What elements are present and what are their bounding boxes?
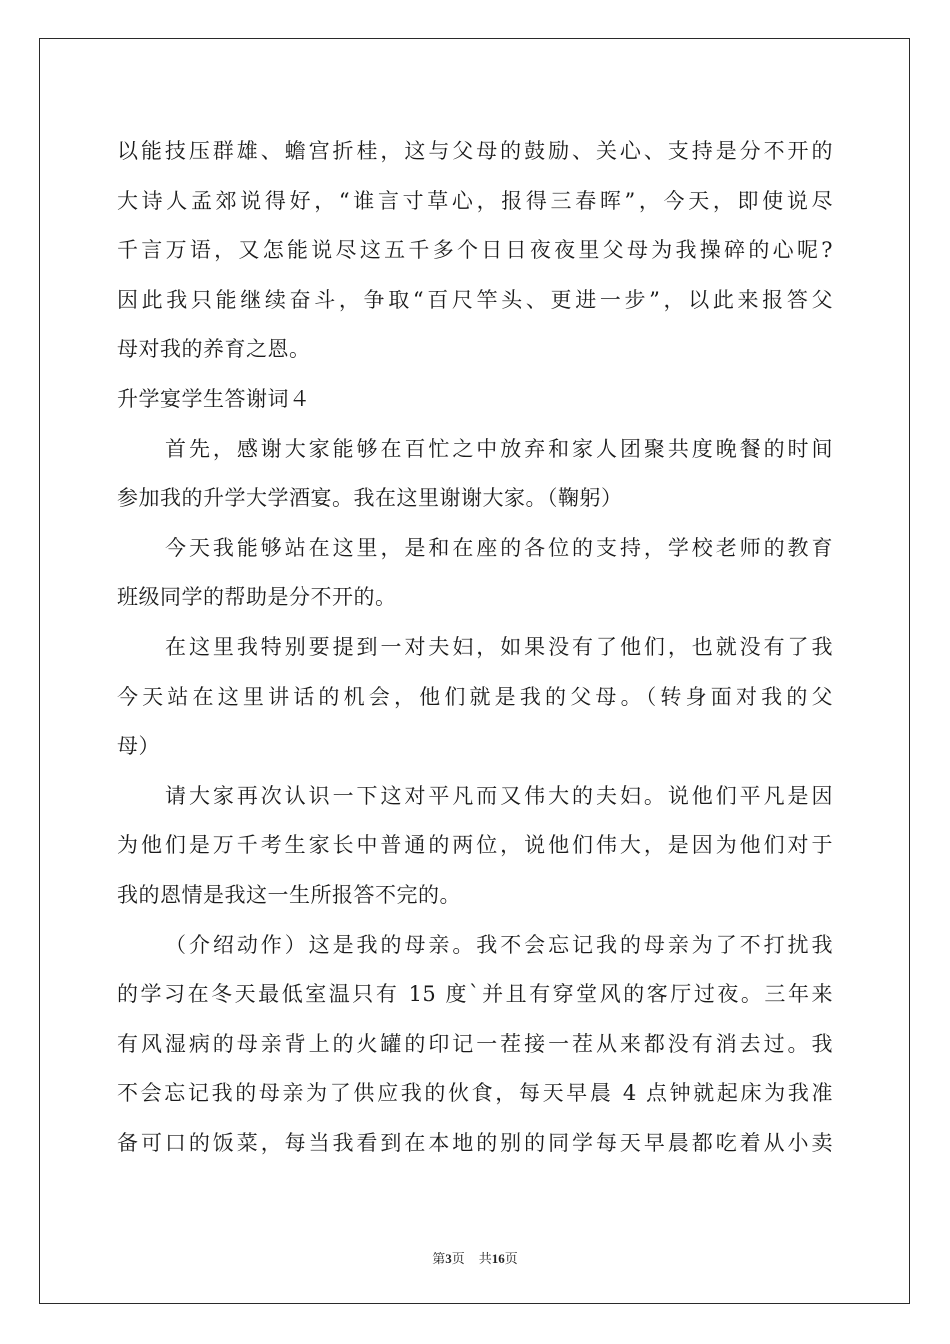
text-line: （介绍动作）这是我的母亲。我不会忘记我的母亲为了不打扰我 <box>165 932 833 957</box>
text-line: 今天我能够站在这里，是和在座的各位的支持，学校老师的教育 <box>165 535 833 560</box>
document-body <box>117 127 833 1168</box>
text-line: 我的恩情是我这一生所报答不完的。 <box>117 882 461 907</box>
text-line: 升学宴学生答谢词４ <box>117 386 311 411</box>
text-line: 母） <box>117 734 160 759</box>
text-line: 有风湿病的母亲背上的火罐的印记一茬接一茬从来都没有消去过。我 <box>117 1031 833 1056</box>
text-line: 的学习在冬天最低室温只有 15 度`并且有穿堂风的客厅过夜。三年来 <box>117 982 833 1007</box>
text-line: 班级同学的帮助是分不开的。 <box>117 585 397 610</box>
text-line: 首先，感谢大家能够在百忙之中放弃和家人团聚共度晚餐的时间 <box>165 436 833 461</box>
page-number: 3 <box>445 1251 452 1266</box>
text-line: 为他们是万千考生家长中普通的两位，说他们伟大，是因为他们对于 <box>117 833 833 858</box>
text-line: 不会忘记我的母亲为了供应我的伙食，每天早晨 4 点钟就起床为我准 <box>117 1081 833 1106</box>
text-line: 以能技压群雄、蟾宫折桂，这与父母的鼓励、关心、支持是分不开的 <box>117 139 833 163</box>
text-line: 请大家再次认识一下这对平凡而又伟大的夫妇。说他们平凡是因 <box>165 783 833 808</box>
text-line: 母对我的养育之恩。 <box>117 337 311 362</box>
text-line: 大诗人孟郊说得好，“谁言寸草心，报得三春晖”，今天，即使说尽 <box>117 188 833 213</box>
page-number-prefix: 第 <box>432 1251 446 1266</box>
text-line: 备可口的饭菜，每当我看到在本地的别的同学每天早晨都吃着从小卖 <box>117 1130 833 1155</box>
page-number-suffix: 页 <box>451 1251 465 1266</box>
text-line: 千言万语，又怎能说尽这五千多个日日夜夜里父母为我操碎的心呢? <box>117 238 833 263</box>
total-pages-prefix: 共 <box>478 1251 492 1266</box>
text-line: 在这里我特别要提到一对夫妇，如果没有了他们，也就没有了我 <box>165 634 833 659</box>
text-line: 因此我只能继续奋斗，争取“百尺竿头、更进一步”，以此来报答父 <box>117 287 833 312</box>
page-footer <box>0 1248 950 1267</box>
text-line: 今天站在这里讲话的机会，他们就是我的父母。（转身面对我的父 <box>117 684 833 709</box>
text-line: 参加我的升学大学酒宴。我在这里谢谢大家。（鞠躬） <box>117 486 623 511</box>
total-pages-suffix: 页 <box>504 1251 518 1266</box>
total-pages: 16 <box>491 1251 505 1266</box>
